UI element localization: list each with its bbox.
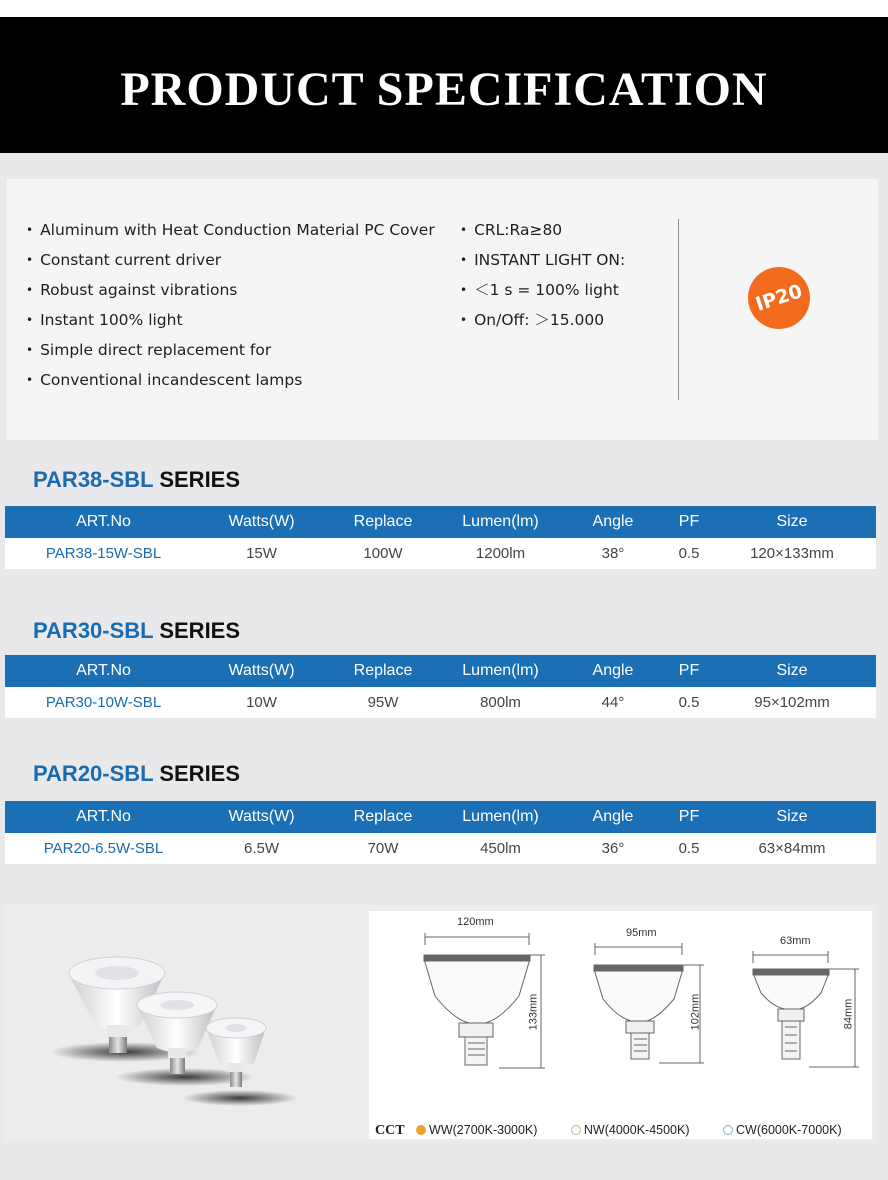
page-title: PRODUCT SPECIFICATION — [120, 63, 768, 116]
ip20-badge: IP20 — [740, 259, 818, 337]
feature-item: • Simple direct replacement for — [26, 337, 435, 367]
cell-replace: 100W — [321, 538, 445, 569]
feature-item: • Robust against vibrations — [26, 277, 435, 307]
series-code: PAR30-SBL — [33, 618, 154, 643]
cct-nw-text: NW(4000K-4500K) — [583, 1123, 690, 1137]
cell-size: 95×102mm — [708, 687, 876, 718]
par38-width-label: 120mm — [457, 916, 494, 928]
product-visuals — [5, 905, 876, 1141]
series-title-par38 — [33, 467, 240, 493]
par20-height-label: 84mm — [842, 998, 855, 1030]
header-watts: Watts(W) — [202, 506, 321, 538]
series-code: PAR38-SBL — [33, 467, 154, 492]
header-art-no: ART.No — [5, 506, 202, 538]
par20-width-label: 63mm — [780, 935, 811, 947]
par30-bulb-image — [137, 992, 217, 1074]
cell-replace: 70W — [321, 833, 445, 864]
cell-lumen: 1200lm — [445, 538, 556, 569]
product-photo — [5, 905, 367, 1141]
series-suffix: SERIES — [153, 618, 241, 643]
cct-label: CCT — [375, 1123, 405, 1138]
header-replace: Replace — [321, 506, 445, 538]
header-art-no: ART.No — [5, 655, 202, 687]
cool-white-dot-icon — [723, 1125, 733, 1135]
header-replace: Replace — [321, 801, 445, 833]
cell-art-no: PAR20-6.5W-SBL — [5, 833, 202, 864]
cct-item-cw — [723, 1123, 842, 1137]
cell-art-no: PAR38-15W-SBL — [5, 538, 202, 569]
neutral-white-dot-icon — [571, 1125, 581, 1135]
top-margin — [0, 0, 888, 17]
feature-item: • Conventional incandescent lamps — [26, 367, 435, 397]
cell-size: 120×133mm — [708, 538, 876, 569]
feature-list-left — [26, 217, 435, 397]
header-watts: Watts(W) — [202, 801, 321, 833]
cell-lumen: 450lm — [445, 833, 556, 864]
table-header-row — [5, 506, 876, 538]
feature-item: • Constant current driver — [26, 247, 435, 277]
features-panel — [7, 179, 878, 440]
cell-pf: 0.5 — [670, 538, 708, 569]
cell-art-no: PAR30-10W-SBL — [5, 687, 202, 718]
par30-width-label: 95mm — [626, 927, 657, 939]
table-row — [5, 687, 876, 718]
cell-replace: 95W — [321, 687, 445, 718]
cell-angle: 38° — [556, 538, 670, 569]
header-lumen: Lumen(lm) — [445, 801, 556, 833]
table-row — [5, 538, 876, 569]
vertical-divider — [678, 219, 679, 400]
cell-watts: 15W — [202, 538, 321, 569]
header-art-no: ART.No — [5, 801, 202, 833]
header-lumen: Lumen(lm) — [445, 506, 556, 538]
cell-angle: 44° — [556, 687, 670, 718]
cell-pf: 0.5 — [670, 687, 708, 718]
series-suffix: SERIES — [153, 467, 241, 492]
cell-size: 63×84mm — [708, 833, 876, 864]
cct-ww-text: WW(2700K-3000K) — [429, 1123, 538, 1137]
feature-item: • INSTANT LIGHT ON: — [460, 247, 625, 277]
header-angle: Angle — [556, 506, 670, 538]
header-pf: PF — [670, 506, 708, 538]
cct-cw-text: CW(6000K-7000K) — [736, 1123, 842, 1137]
dimension-drawings — [369, 911, 872, 1139]
header-replace: Replace — [321, 655, 445, 687]
table-header-row — [5, 655, 876, 687]
header-angle: Angle — [556, 655, 670, 687]
warm-white-dot-icon — [416, 1125, 426, 1135]
header-size: Size — [708, 506, 876, 538]
feature-item: • ＜1 s = 100% light — [460, 277, 625, 307]
cell-angle: 36° — [556, 833, 670, 864]
title-banner — [0, 17, 888, 153]
table-row — [5, 833, 876, 864]
table-header-row — [5, 801, 876, 833]
cell-watts: 6.5W — [202, 833, 321, 864]
cell-pf: 0.5 — [670, 833, 708, 864]
header-size: Size — [708, 801, 876, 833]
header-angle: Angle — [556, 801, 670, 833]
cct-item-nw — [571, 1123, 693, 1137]
feature-item: • Aluminum with Heat Conduction Material PC Cover — [26, 217, 435, 247]
spec-table-par20 — [5, 801, 876, 864]
par38-height-label: 133mm — [527, 993, 540, 1031]
cell-lumen: 800lm — [445, 687, 556, 718]
header-watts: Watts(W) — [202, 655, 321, 687]
par30-height-label: 102mm — [689, 993, 702, 1031]
cct-item-ww — [416, 1123, 541, 1137]
feature-list-right — [460, 217, 625, 337]
header-lumen: Lumen(lm) — [445, 655, 556, 687]
series-title-par30 — [33, 618, 240, 644]
cell-watts: 10W — [202, 687, 321, 718]
series-suffix: SERIES — [153, 761, 241, 786]
cct-legend — [375, 1123, 842, 1139]
header-size: Size — [708, 655, 876, 687]
feature-item: • Instant 100% light — [26, 307, 435, 337]
header-pf: PF — [670, 801, 708, 833]
series-code: PAR20-SBL — [33, 761, 154, 786]
feature-item: • On/Off: ＞15.000 — [460, 307, 625, 337]
spec-table-par30 — [5, 655, 876, 718]
spec-table-par38 — [5, 506, 876, 569]
series-title-par20 — [33, 761, 240, 787]
header-pf: PF — [670, 655, 708, 687]
feature-item: • CRL:Ra≥80 — [460, 217, 625, 247]
